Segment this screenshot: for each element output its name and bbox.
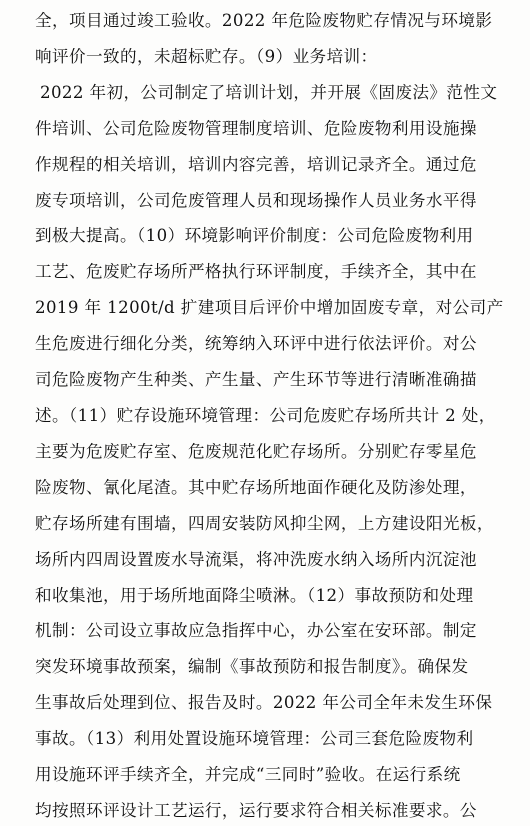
text-line-21: 事故。（13）利用处置设施环境管理：公司三套危险废物利 (35, 729, 474, 749)
text-line-22: 用设施环评手续齐全，并完成“三同时”验收。在运行系统 (35, 765, 461, 785)
text-line-1: 全，项目通过竣工验收。2022 年危险废物贮存情况与环境影 (35, 11, 493, 30)
text-line-11: 司危险废物产生种类、产生量、产生环节等进行清晰准确描 (35, 370, 477, 390)
text-line-14: 险废物、氰化尾渣。其中贮存场所地面作硬化及防渗处理， (35, 477, 477, 497)
text-line-19: 突发环境事故预案，编制《事故预防和报告制度》。确保发 (35, 657, 469, 677)
text-line-10: 生危废进行细化分类，统筹纳入环评中进行依法评价。对公 (35, 334, 477, 354)
text-line-3: 2022 年初，公司制定了培训计划，并开展《固废法》范性文 (40, 82, 498, 102)
text-line-2: 响评价一致的，未超标贮存。（9）业务培训： (35, 46, 378, 66)
text-line-4: 件培训、公司危险废物管理制度培训、危险废物利用设施操 (35, 118, 477, 138)
text-line-23: 均按照环评设计工艺运行，运行要求符合相关标准要求。公 (35, 801, 477, 820)
text-line-20: 生事故后处理到位、报告及时。2022 年公司全年未发生环保 (35, 693, 493, 713)
text-line-5: 作规程的相关培训，培训内容完善，培训记录齐全。通过危 (35, 154, 477, 174)
text-line-6: 废专项培训，公司危废管理人员和现场操作人员业务水平得 (35, 190, 477, 210)
text-line-15: 贮存场所建有围墙，四周安装防风抑尘网，上方建设阳光板， (35, 513, 494, 533)
text-line-16: 场所内四周设置废水导流渠，将冲洗废水纳入场所内沉淀池 (35, 549, 477, 569)
text-line-13: 主要为危废贮存室、危废规范化贮存场所。分别贮存零星危 (35, 441, 477, 461)
text-line-12: 述。（11）贮存设施环境管理：公司危废贮存场所共计 2 处， (35, 406, 496, 425)
text-line-9: 2019 年 1200t/d 扩建项目后评价中增加固废专章，对公司产 (35, 298, 504, 318)
text-line-17: 和收集池，用于场所地面降尘喷淋。（12）事故预防和处理 (35, 585, 474, 605)
text-line-7: 到极大提高。（10）环境影响评价制度：公司危险废物利用 (35, 226, 474, 246)
text-line-18: 机制：公司设立事故应急指挥中心，办公室在安环部。制定 (35, 621, 477, 641)
text-line-8: 工艺、危废贮存场所严格执行环评制度，手续齐全，其中在 (35, 262, 477, 282)
